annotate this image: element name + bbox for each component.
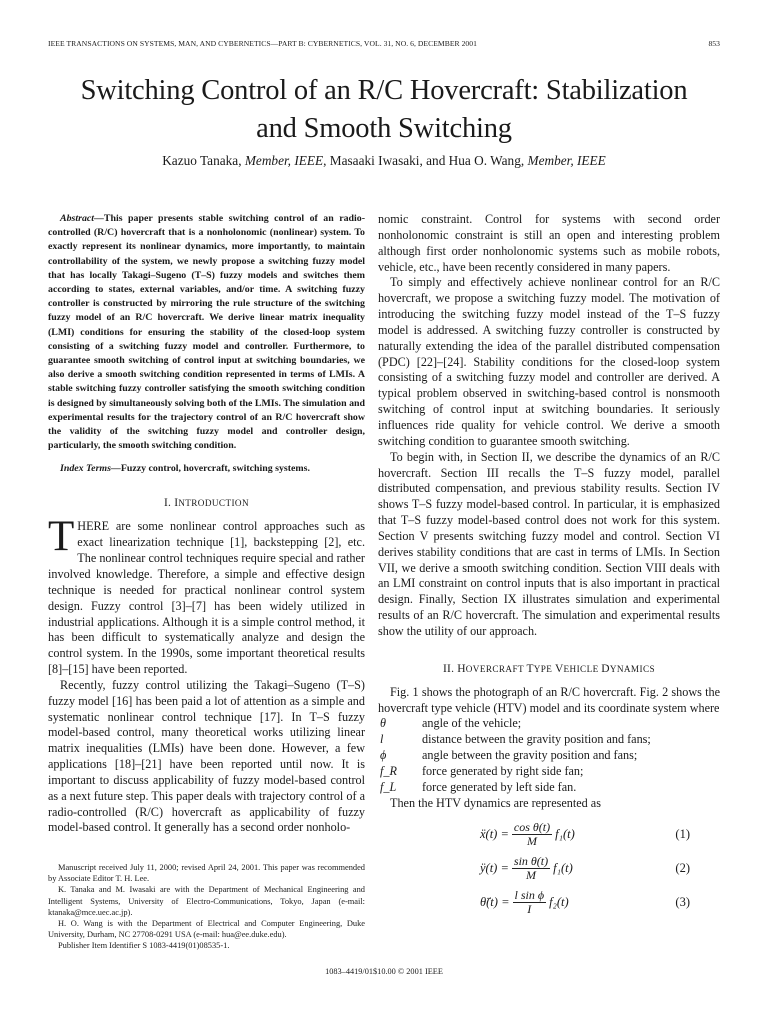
author-1: Kazuo Tanaka (162, 153, 239, 168)
running-header (48, 39, 720, 48)
dynamics-body (378, 685, 720, 717)
footnote-affil-2: H. O. Wang is with the Department of Electrical and Computer Engineering, Duke University, Durham, NC 27708-0291 USA (e-mail: hua@ee.duke.edu). (48, 919, 365, 940)
intro-right-paragraph-1: nomic constraint. Control for systems with second order nonholonomic constraint is still an open and interesting problem although first order nonholonomic systems such as mobile robots, vehicle, etc., have been recently considered in many papers. (378, 212, 720, 274)
definition-row: f_R force generated by right side fan; (380, 764, 584, 779)
abstract-text: This paper presents stable switching control of an radio-controlled (R/C) hovercraft that is a nonholonomic (nonlinear) system. To exactly represent its nonlinear dynamics, more importantly, to maintain controllability of the system, we newly propose a switching fuzzy model that has locally Takagi–Sugeno (T–S) fuzzy models and switches them according to states, external variables, and/or time. A switching fuzzy controller is constructed by mirroring the rule structure of the switching fuzzy model of an R/C hovercraft. We derive linear matrix inequality (LMI) conditions for ensuring the stability of the closed-loop system consisting of a switching fuzzy model and controller. Furthermore, to guarantee smooth switching of control input at switching boundaries, we also derive a smooth switching condition represented in terms of LMIs. A stable switching fuzzy controller satisfying the smooth switching condition is designed by simultaneously solving both of the LMIs. The simulation and experimental results for the trajectory control of an R/C hovercraft show the validity of the switching fuzzy model and controller design, particularly, the smooth switching condition. (48, 213, 365, 452)
copyright-line: 1083–4419/01$10.00 © 2001 IEEE (325, 967, 443, 976)
right-column (378, 212, 720, 920)
equation-number: (1) (675, 826, 690, 841)
author-3-role: Member, IEEE (527, 153, 606, 168)
equation-number: (3) (675, 894, 690, 909)
intro-right-paragraph-2: To simply and effectively achieve nonlinear control for an R/C hovercraft, we propose a switching fuzzy model. The motivation of introducing the switching fuzzy model instead of the T–S fuzzy model is addressed. A switching fuzzy controller is constructed by naturally extending the idea of the parallel distributed compensation (PDC) [22]–[24]. Stability conditions for the closed-loop system consisting of a switching fuzzy model and controller are derived. A typical problem observed in switching-based control is nonsmooth switching of control input at switching boundaries. It seriously influences ride quality for vehicle control. We derive a smooth switching condition to guarantee smooth switching. (378, 275, 720, 448)
page-number: 853 (708, 39, 720, 48)
dynamics-paragraph-1: Fig. 1 shows the photograph of an R/C hovercraft. Fig. 2 shows the hovercraft type vehicle (HTV) model and its coordinate system where (378, 684, 720, 715)
drop-cap: T (48, 513, 75, 561)
dynamics-lead-in (378, 796, 720, 812)
intro-paragraph-2: Recently, fuzzy control utilizing the Takagi–Sugeno (T–S) fuzzy model [16] has been paid a lot of attention as a simple and systematic nonlinear control technique [17]. In T–S fuzzy model-based control, many theoretical works utilizing linear matrix inequalities (LMIs) have been done. However, a few applications [18]–[21] have been reported until now. It is important to discuss applicability of fuzzy model-based control as a next future step. This paper deals with trajectory control of a radio-controlled (R/C) hovercraft as applicability of fuzzy model-based control. It generally has a second order nonholo- (48, 677, 365, 835)
title-line-2: and Smooth Switching (256, 113, 512, 144)
index-terms-text: Fuzzy control, hovercraft, switching systems. (120, 463, 310, 475)
abstract (48, 212, 365, 453)
left-column (48, 212, 365, 836)
footnote-affil-1: K. Tanaka and M. Iwasaki are with the Department of Mechanical Engineering and Intelligent Systems, University of Electro-Communications, Tokyo, Japan (e-mail: ktanaka@mce.uec.ac.jp). (48, 885, 365, 917)
author-1-role: Member, IEEE (244, 153, 324, 168)
definition-row: ϕ angle between the gravity position and fans; (380, 748, 638, 763)
footnote-received: Manuscript received July 11, 2000; revised April 24, 2001. This paper was recommended by Associate Editor T. H. Lee. (48, 863, 365, 884)
author-line: Kazuo Tanaka, Member, IEEE, Masaaki Iwasaki, and Hua O. Wang, Member, IEEE (162, 153, 606, 168)
definition-row: f_L force generated by left side fan. (380, 780, 577, 795)
paper-title (0, 72, 768, 148)
footnote-pii: Publisher Item Identifier S 1083-4419(01)08535-1. (58, 941, 230, 951)
equations (378, 818, 720, 920)
definition-row: θ angle of the vehicle; (380, 716, 522, 731)
title-line-1: Switching Control of an R/C Hovercraft: Stabilization (80, 75, 688, 106)
intro-paragraph-1: THERE are some nonlinear control approaches such as exact linearization technique [1], backstepping [2], etc. The nonlinear control techniques require special and rather involved knowledge. Therefore, a simple and effective design technique is needed for practical nonlinear control system design. Fuzzy control [3]–[7] has been widely utilized in industrial applications. Although it is a simple control method, it has been difficult to systematically analyze and design the control system. In the 1990s, some important theoretical results [8]–[15] have been reported. (48, 513, 365, 677)
footnote (48, 862, 365, 952)
authors-2-3: , Masaaki Iwasaki, and Hua O. Wang (323, 153, 521, 168)
section-heading-introduction: I. INTRODUCTION (164, 497, 249, 510)
definition-row: l distance between the gravity position and fans; (380, 732, 651, 747)
index-terms (48, 463, 365, 474)
journal-name: IEEE TRANSACTIONS ON SYSTEMS, MAN, AND CYBERNETICS—PART B: CYBERNETICS, VOL. 31, NO. 6, DECEMBER 2001 (48, 39, 477, 48)
equation-number: (2) (675, 860, 690, 875)
index-terms-label: Index Terms— (60, 463, 121, 475)
equation-2: ÿ(t) = $\frac{\text{sin θ(t)}}{M}$ f₁(t) (2) (480, 854, 690, 883)
section-heading-dynamics: II. HOVERCRAFT TYPE VEHICLE DYNAMICS (443, 662, 655, 675)
symbol-definitions (378, 716, 720, 796)
dynamics-paragraph-2: Then the HTV dynamics are represented as (390, 796, 601, 810)
equation-1: ẍ(t) = $\frac{\text{cos θ(t)}}{M}$ f₁(t) (1) (480, 820, 690, 849)
intro-continued (378, 212, 720, 640)
abstract-label: Abstract— (60, 213, 104, 224)
intro-right-paragraph-3: To begin with, in Section II, we describe the dynamics of an R/C hovercraft. Section III recalls the T–S fuzzy model, parallel distributed compensation, and previous stability results. Section IV shows T–S fuzzy model-based control. In particular, it is emphasized that T–S fuzzy model-based control does not work for this system. Section V presents switching fuzzy model and control. Section VI derives stability conditions that are cast in terms of LMIs. In Section VII, we derive a smooth switching condition. Section VIII deals with an LMI constraint on control inputs that is also important in practical design. Finally, Section IX illustrates simulation and experimental results of an R/C hovercraft. The simulation and experimental results show the utility of our approach. (378, 449, 720, 638)
equation-3: θ̈(t) = $\frac{\text{l sin ϕ}}{I}$ f₂(t) (3) (480, 888, 690, 917)
introduction-body (48, 513, 365, 836)
